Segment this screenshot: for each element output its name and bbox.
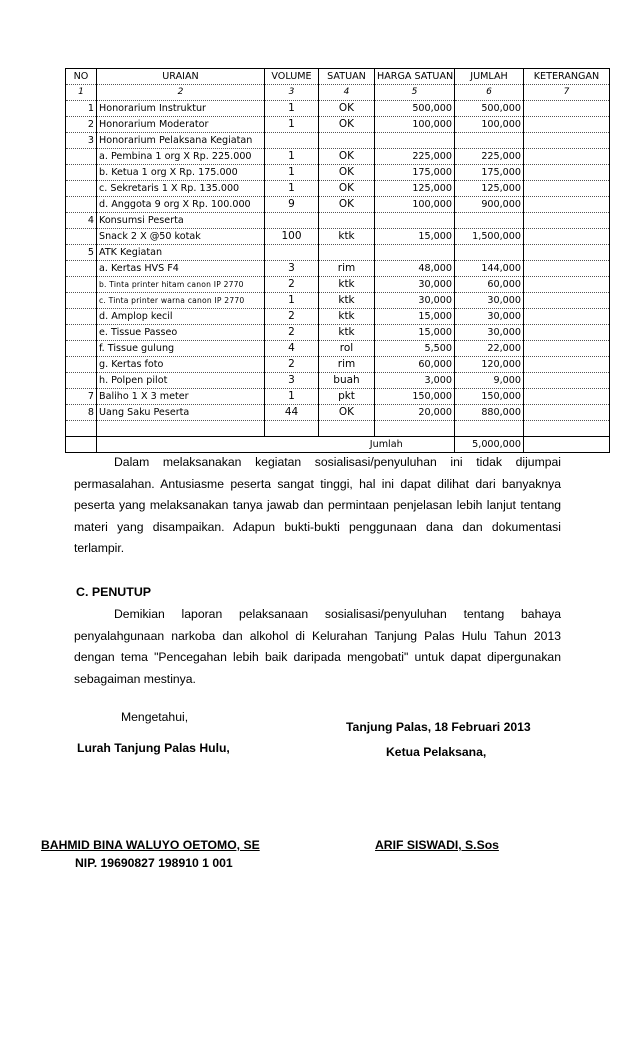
cell-harga-satuan	[375, 213, 455, 229]
paragraph-closing-text: Demikian laporan pelaksanaan sosialisasi/penyuluhan tentang bahaya penyalahgunaan narkoba dan alkohol di Kelurahan Tanjung Palas Hulu Tahun 2013 dengan tema "Pencegahan lebih baik daripada mengobati" untuk dapat dipergunakan sebagaiman mestinya.	[74, 607, 561, 686]
cell-satuan: OK	[319, 405, 375, 421]
cell-jumlah: 60,000	[455, 277, 524, 293]
table-header-row	[66, 69, 610, 85]
cell-no	[66, 293, 97, 309]
table-row	[66, 117, 610, 133]
cell-keterangan	[524, 245, 610, 261]
cell-uraian: a. Kertas HVS F4	[97, 261, 265, 277]
cell-volume: 1	[265, 101, 319, 117]
cell-harga-satuan: 15,000	[375, 325, 455, 341]
cell-uraian: Honorarium Moderator	[97, 117, 265, 133]
left-title: Lurah Tanjung Palas Hulu,	[77, 741, 230, 755]
cell-no: 2	[66, 117, 97, 133]
cell-satuan: OK	[319, 165, 375, 181]
cell-no	[66, 229, 97, 245]
table-row	[66, 229, 610, 245]
table-cell	[97, 437, 265, 453]
cell-no	[66, 165, 97, 181]
cell-satuan: OK	[319, 101, 375, 117]
col-number: 6	[455, 85, 524, 101]
cell-jumlah	[455, 133, 524, 149]
cell-jumlah: 9,000	[455, 373, 524, 389]
cell-satuan: rim	[319, 357, 375, 373]
cell-jumlah: 30,000	[455, 293, 524, 309]
cell-volume: 1	[265, 389, 319, 405]
cell-uraian: Konsumsi Peserta	[97, 213, 265, 229]
cell-uraian: a. Pembina 1 org X Rp. 225.000	[97, 149, 265, 165]
cell-no	[66, 149, 97, 165]
cell-jumlah: 1,500,000	[455, 229, 524, 245]
table-row	[66, 165, 610, 181]
table-cell	[66, 421, 97, 437]
cell-no	[66, 309, 97, 325]
cell-jumlah: 500,000	[455, 101, 524, 117]
cell-satuan: rol	[319, 341, 375, 357]
cell-uraian: h. Polpen pilot	[97, 373, 265, 389]
cell-uraian: g. Kertas foto	[97, 357, 265, 373]
left-intro: Mengetahui,	[121, 710, 189, 724]
cell-uraian: Uang Saku Peserta	[97, 405, 265, 421]
cell-uraian: b. Tinta printer hitam canon IP 2770	[97, 277, 265, 293]
cell-no	[66, 197, 97, 213]
table-cell	[524, 437, 610, 453]
cell-no	[66, 373, 97, 389]
right-title: Ketua Pelaksana,	[386, 745, 487, 759]
cell-harga-satuan: 500,000	[375, 101, 455, 117]
cell-keterangan	[524, 181, 610, 197]
table-row	[66, 101, 610, 117]
paragraph-closing	[74, 604, 561, 690]
cell-satuan: OK	[319, 149, 375, 165]
cell-volume: 1	[265, 149, 319, 165]
cell-harga-satuan: 15,000	[375, 229, 455, 245]
cell-no: 5	[66, 245, 97, 261]
cell-volume: 2	[265, 277, 319, 293]
table-row	[66, 293, 610, 309]
table-row	[66, 213, 610, 229]
table-blank-row	[66, 421, 610, 437]
cell-volume: 3	[265, 261, 319, 277]
cell-uraian: d. Amplop kecil	[97, 309, 265, 325]
cell-no: 8	[66, 405, 97, 421]
cell-volume: 44	[265, 405, 319, 421]
header-satuan: SATUAN	[319, 69, 375, 85]
col-number: 5	[375, 85, 455, 101]
cell-harga-satuan: 125,000	[375, 181, 455, 197]
table-row	[66, 357, 610, 373]
cell-harga-satuan: 20,000	[375, 405, 455, 421]
cell-uraian: Baliho 1 X 3 meter	[97, 389, 265, 405]
table-cell	[319, 421, 375, 437]
cell-jumlah: 175,000	[455, 165, 524, 181]
cell-jumlah	[455, 245, 524, 261]
cell-satuan: OK	[319, 181, 375, 197]
cell-volume: 1	[265, 165, 319, 181]
cell-volume: 4	[265, 341, 319, 357]
cell-uraian: Snack 2 X @50 kotak	[97, 229, 265, 245]
cell-jumlah: 225,000	[455, 149, 524, 165]
col-number: 2	[97, 85, 265, 101]
cell-keterangan	[524, 229, 610, 245]
table-cell	[524, 421, 610, 437]
header-harga-satuan: HARGA SATUAN	[375, 69, 455, 85]
cell-satuan: ktk	[319, 293, 375, 309]
cell-keterangan	[524, 213, 610, 229]
cell-harga-satuan: 225,000	[375, 149, 455, 165]
cell-keterangan	[524, 117, 610, 133]
cell-no	[66, 261, 97, 277]
cell-no	[66, 181, 97, 197]
cell-volume: 9	[265, 197, 319, 213]
cell-jumlah: 144,000	[455, 261, 524, 277]
cell-satuan: OK	[319, 117, 375, 133]
total-value: 5,000,000	[455, 437, 524, 453]
cell-satuan: pkt	[319, 389, 375, 405]
cell-keterangan	[524, 197, 610, 213]
cell-uraian: ATK Kegiatan	[97, 245, 265, 261]
paragraph-conclusion-text: Dalam melaksanakan kegiatan sosialisasi/penyuluhan ini tidak dijumpai permasalahan. Antusiasme peserta sangat tinggi, hal ini dapat dilihat dari banyaknya peserta yang melaksanakan tanya jawab dan permintaan penjelasan lebih lanjut tentang materi yang disampaikan. Adapun bukti-bukti penggunaan dana dan dokumentasi terlampir.	[74, 455, 561, 555]
cell-harga-satuan: 150,000	[375, 389, 455, 405]
cell-uraian: c. Tinta printer warna canon IP 2770	[97, 293, 265, 309]
table-cell	[97, 421, 265, 437]
cell-harga-satuan: 5,500	[375, 341, 455, 357]
cell-volume: 1	[265, 293, 319, 309]
cell-keterangan	[524, 261, 610, 277]
cell-keterangan	[524, 389, 610, 405]
table-row	[66, 405, 610, 421]
cell-harga-satuan	[375, 245, 455, 261]
header-volume: VOLUME	[265, 69, 319, 85]
cell-volume: 100	[265, 229, 319, 245]
cell-harga-satuan: 30,000	[375, 277, 455, 293]
cell-harga-satuan: 30,000	[375, 293, 455, 309]
cell-satuan: OK	[319, 197, 375, 213]
header-uraian: URAIAN	[97, 69, 265, 85]
cell-keterangan	[524, 309, 610, 325]
budget-table-body	[66, 101, 610, 421]
cell-uraian: Honorarium Instruktur	[97, 101, 265, 117]
budget-table	[65, 68, 610, 453]
cell-no	[66, 325, 97, 341]
cell-uraian: e. Tissue Passeo	[97, 325, 265, 341]
cell-keterangan	[524, 277, 610, 293]
cell-volume	[265, 213, 319, 229]
cell-satuan: ktk	[319, 277, 375, 293]
table-row	[66, 133, 610, 149]
cell-jumlah: 900,000	[455, 197, 524, 213]
table-total-row	[66, 437, 610, 453]
cell-jumlah: 150,000	[455, 389, 524, 405]
cell-satuan: rim	[319, 261, 375, 277]
cell-satuan	[319, 133, 375, 149]
cell-harga-satuan: 60,000	[375, 357, 455, 373]
cell-keterangan	[524, 133, 610, 149]
col-number: 7	[524, 85, 610, 101]
table-row	[66, 277, 610, 293]
cell-jumlah: 22,000	[455, 341, 524, 357]
cell-uraian: Honorarium Pelaksana Kegiatan	[97, 133, 265, 149]
cell-keterangan	[524, 357, 610, 373]
left-signatory-name: BAHMID BINA WALUYO OETOMO, SE	[41, 838, 260, 852]
cell-keterangan	[524, 149, 610, 165]
cell-volume: 1	[265, 117, 319, 133]
header-keterangan: KETERANGAN	[524, 69, 610, 85]
cell-harga-satuan: 15,000	[375, 309, 455, 325]
table-row	[66, 197, 610, 213]
cell-uraian: c. Sekretaris 1 X Rp. 135.000	[97, 181, 265, 197]
table-row	[66, 261, 610, 277]
col-number: 4	[319, 85, 375, 101]
cell-volume: 2	[265, 357, 319, 373]
cell-satuan: ktk	[319, 309, 375, 325]
section-c-heading: C. PENUTUP	[76, 585, 152, 599]
cell-harga-satuan: 175,000	[375, 165, 455, 181]
cell-harga-satuan: 100,000	[375, 117, 455, 133]
right-place-date: Tanjung Palas, 18 Februari 2013	[346, 720, 531, 734]
table-row	[66, 309, 610, 325]
cell-keterangan	[524, 325, 610, 341]
cell-no	[66, 341, 97, 357]
cell-no: 1	[66, 101, 97, 117]
cell-volume: 2	[265, 325, 319, 341]
cell-no: 7	[66, 389, 97, 405]
cell-jumlah: 120,000	[455, 357, 524, 373]
cell-harga-satuan	[375, 133, 455, 149]
right-signatory-name: ARIF SISWADI, S.Sos	[375, 838, 499, 852]
total-label: Jumlah	[319, 437, 455, 453]
cell-keterangan	[524, 373, 610, 389]
left-signatory-nip: NIP. 19690827 198910 1 001	[75, 856, 233, 870]
cell-volume	[265, 245, 319, 261]
cell-volume: 2	[265, 309, 319, 325]
cell-uraian: d. Anggota 9 org X Rp. 100.000	[97, 197, 265, 213]
cell-volume	[265, 133, 319, 149]
column-number-row	[66, 85, 610, 101]
cell-satuan: buah	[319, 373, 375, 389]
table-cell	[265, 437, 319, 453]
cell-no	[66, 277, 97, 293]
cell-no: 3	[66, 133, 97, 149]
table-row	[66, 245, 610, 261]
cell-jumlah	[455, 213, 524, 229]
cell-harga-satuan: 100,000	[375, 197, 455, 213]
cell-keterangan	[524, 293, 610, 309]
cell-jumlah: 30,000	[455, 309, 524, 325]
table-row	[66, 325, 610, 341]
cell-satuan: ktk	[319, 325, 375, 341]
cell-satuan	[319, 213, 375, 229]
cell-no: 4	[66, 213, 97, 229]
cell-keterangan	[524, 101, 610, 117]
cell-harga-satuan: 3,000	[375, 373, 455, 389]
paragraph-conclusion	[74, 452, 561, 560]
cell-volume: 1	[265, 181, 319, 197]
cell-uraian: b. Ketua 1 org X Rp. 175.000	[97, 165, 265, 181]
cell-harga-satuan: 48,000	[375, 261, 455, 277]
header-jumlah: JUMLAH	[455, 69, 524, 85]
header-no: NO	[66, 69, 97, 85]
cell-jumlah: 30,000	[455, 325, 524, 341]
table-row	[66, 181, 610, 197]
table-row	[66, 389, 610, 405]
cell-keterangan	[524, 405, 610, 421]
cell-jumlah: 125,000	[455, 181, 524, 197]
cell-keterangan	[524, 341, 610, 357]
table-cell	[375, 421, 455, 437]
table-cell	[66, 437, 97, 453]
cell-uraian: f. Tissue gulung	[97, 341, 265, 357]
cell-satuan	[319, 245, 375, 261]
cell-no	[66, 357, 97, 373]
col-number: 3	[265, 85, 319, 101]
cell-volume: 3	[265, 373, 319, 389]
cell-keterangan	[524, 165, 610, 181]
col-number: 1	[66, 85, 97, 101]
cell-jumlah: 100,000	[455, 117, 524, 133]
table-row	[66, 341, 610, 357]
table-row	[66, 149, 610, 165]
table-cell	[455, 421, 524, 437]
table-row	[66, 373, 610, 389]
cell-jumlah: 880,000	[455, 405, 524, 421]
cell-satuan: ktk	[319, 229, 375, 245]
table-cell	[265, 421, 319, 437]
